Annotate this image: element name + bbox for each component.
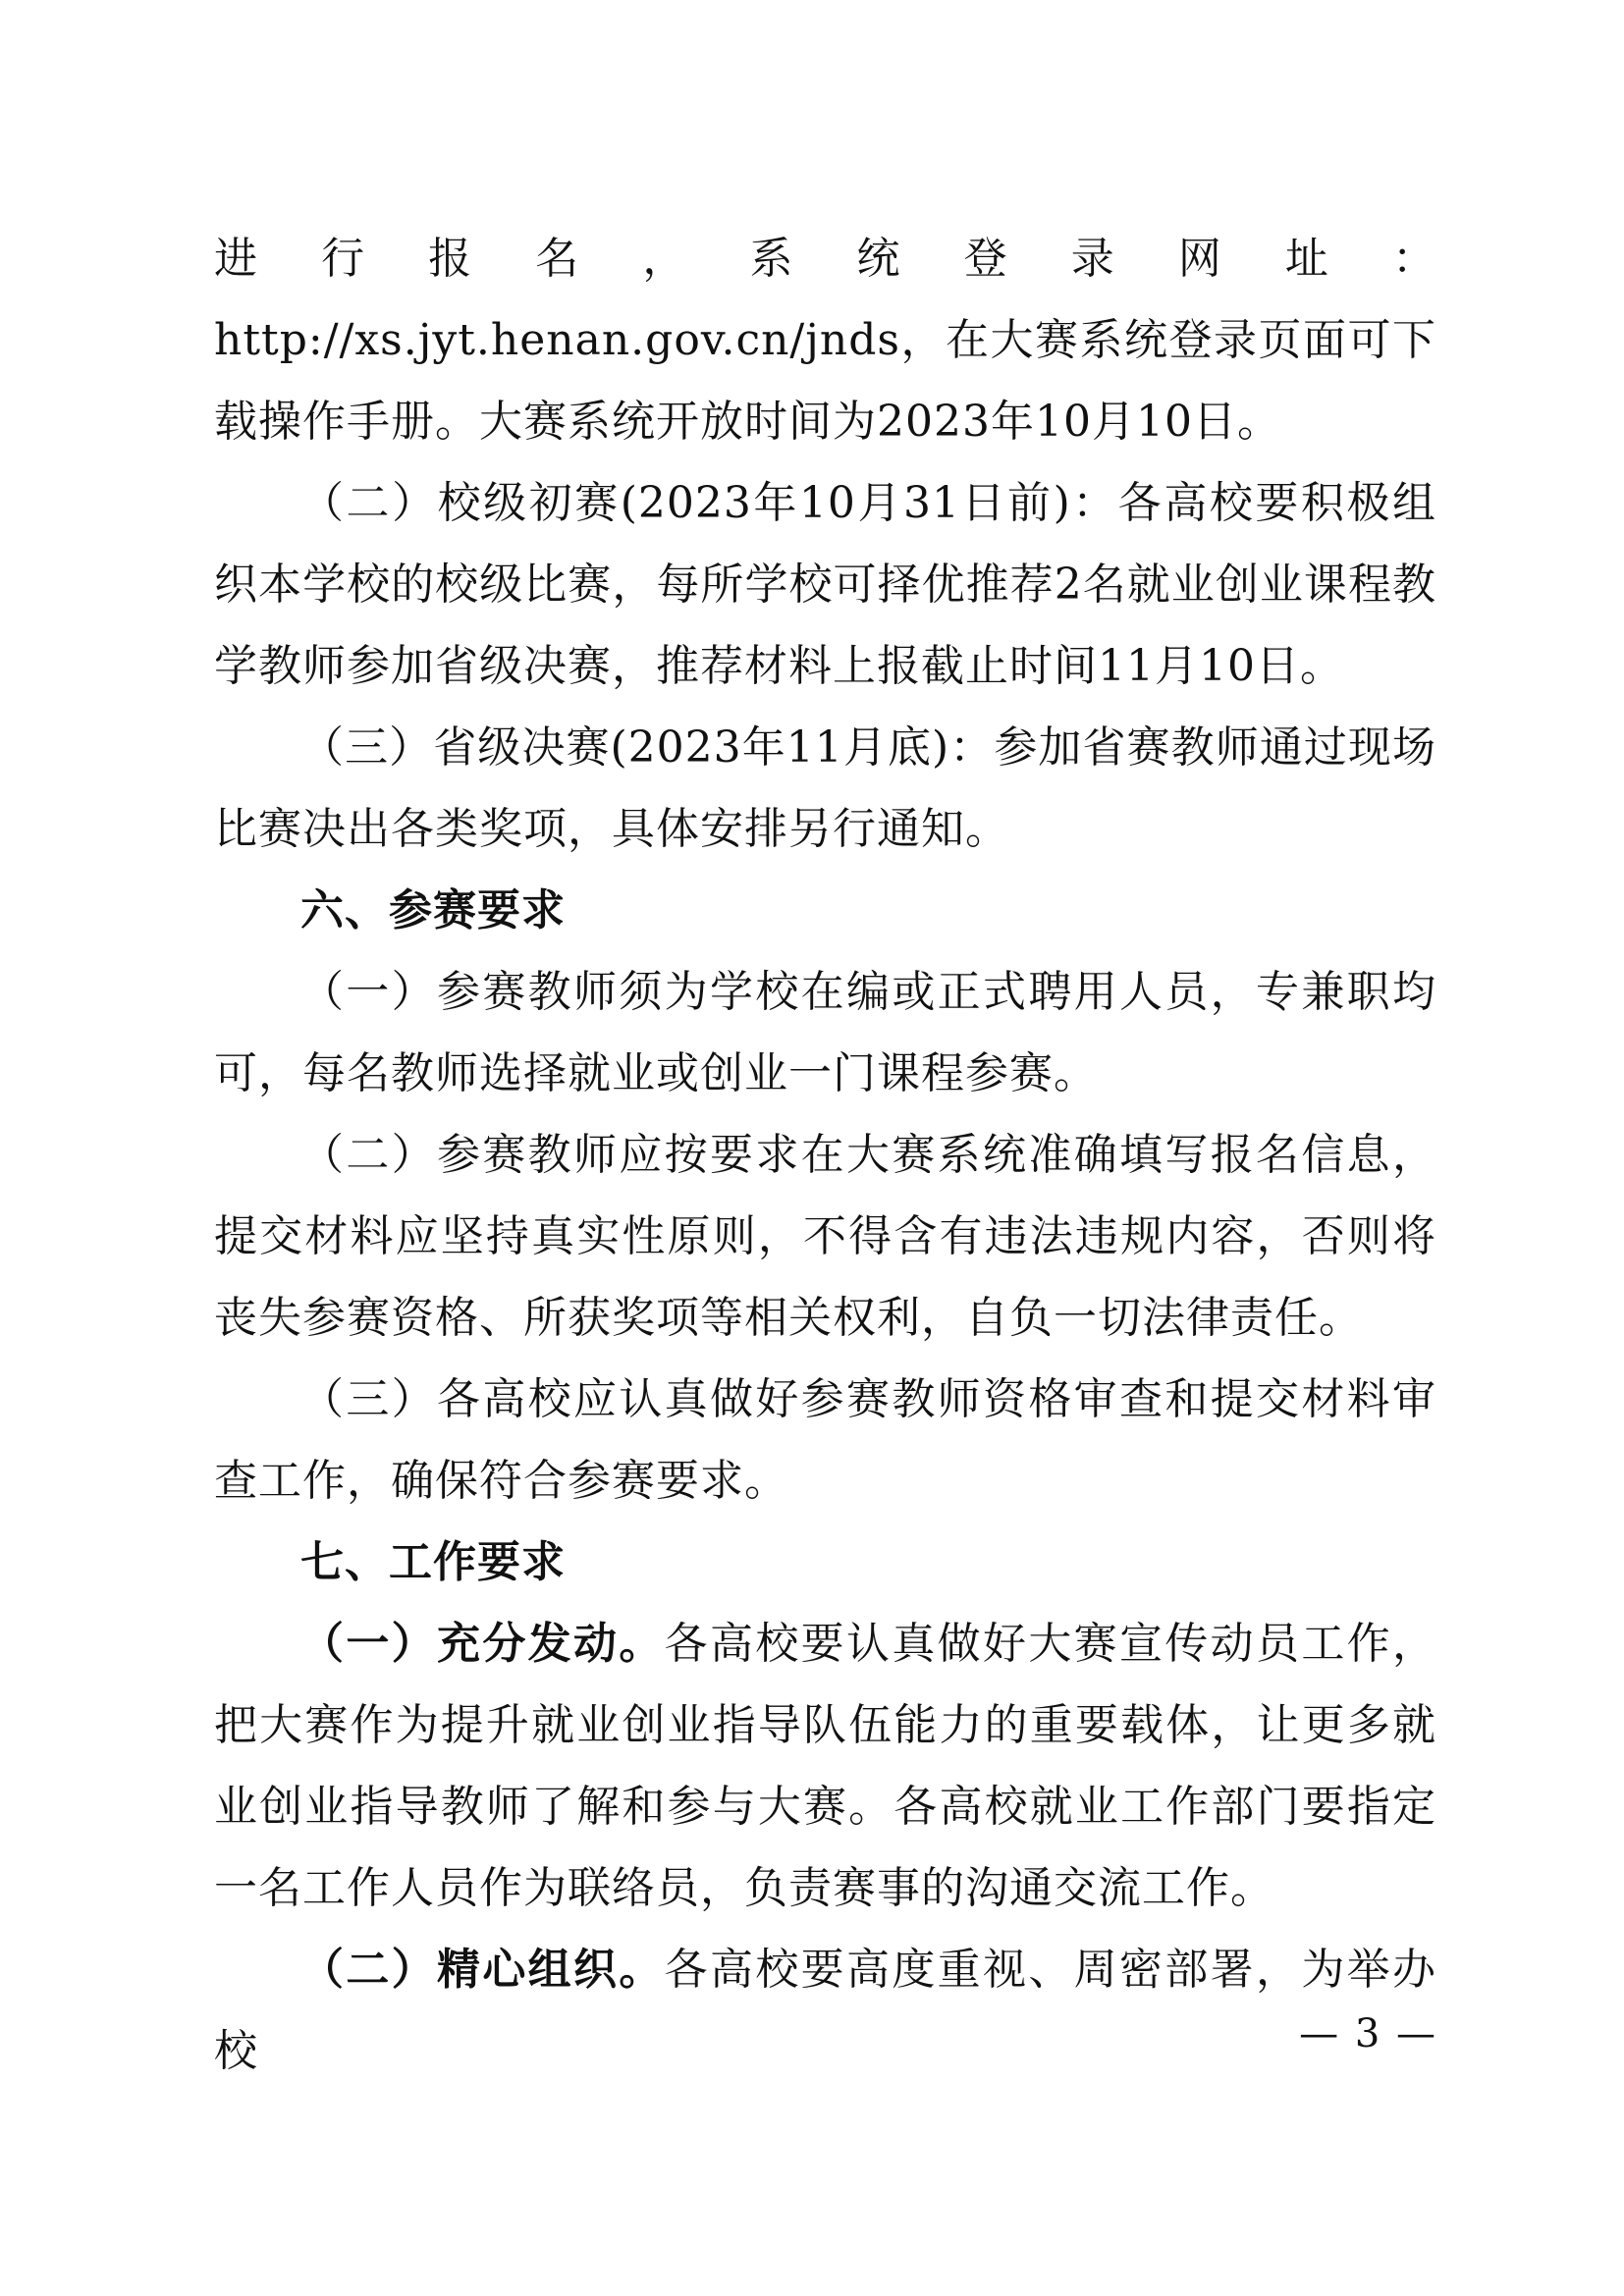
paragraph-text: 各高校要认真做好大赛宣传动员工作，把大赛作为提升就业创业指导队伍能力的重要载体，让更多就业创业指导教师了解和参与大赛。各高校就业工作部门要指定一名工作人员作为联络员，负责赛事的沟通交流工作。 <box>214 1619 1437 1913</box>
paragraph-text: （三）各高校应认真做好参赛教师资格审查和提交材料审查工作，确保符合参赛要求。 <box>214 1374 1436 1506</box>
paragraph-work-requirement-1 <box>214 1603 1436 1929</box>
paragraph-requirement-2 <box>214 1114 1436 1359</box>
section-heading-requirements: 六、参赛要求 <box>300 885 566 935</box>
paragraph-requirement-1 <box>214 951 1436 1114</box>
paragraph-work-requirement-2 <box>214 1929 1436 2092</box>
paragraph-school-preliminary <box>214 462 1436 707</box>
document-body <box>214 218 1436 2092</box>
paragraph-registration-system <box>214 218 1436 462</box>
paragraph-requirement-3 <box>214 1359 1436 1522</box>
paragraph-provincial-final <box>214 707 1436 870</box>
page-number: — 3 — <box>1299 2011 1437 2056</box>
paragraph-text: 进行报名，系统登录网址：http://xs.jyt.henan.gov.cn/jnds，在大赛系统登录页面可下载操作手册。大赛系统开放时间为2023年10月10日。 <box>214 234 1436 447</box>
paragraph-text: （二）参赛教师应按要求在大赛系统准确填写报名信息，提交材料应坚持真实性原则，不得含有违法违规内容，否则将丧失参赛资格、所获奖项等相关权利，自负一切法律责任。 <box>214 1130 1436 1343</box>
paragraph-text: （三）省级决赛(2023年11月底)：参加省赛教师通过现场比赛决出各类奖项，具体安排另行通知。 <box>214 722 1436 854</box>
paragraph-text: 各高校要高度重视、周密部署，为举办校 <box>214 1945 1437 2076</box>
paragraph-lead: （二）精心组织。 <box>300 1945 665 1995</box>
section-heading-work-requirements: 七、工作要求 <box>300 1537 566 1587</box>
paragraph-lead: （一）充分发动。 <box>300 1619 665 1669</box>
paragraph-text: （一）参赛教师须为学校在编或正式聘用人员，专兼职均可，每名教师选择就业或创业一门课程参赛。 <box>214 967 1436 1098</box>
paragraph-text: （二）校级初赛(2023年10月31日前)：各高校要积极组织本学校的校级比赛，每所学校可择优推荐2名就业创业课程教学教师参加省级决赛，推荐材料上报截止时间11月10日。 <box>214 478 1436 691</box>
